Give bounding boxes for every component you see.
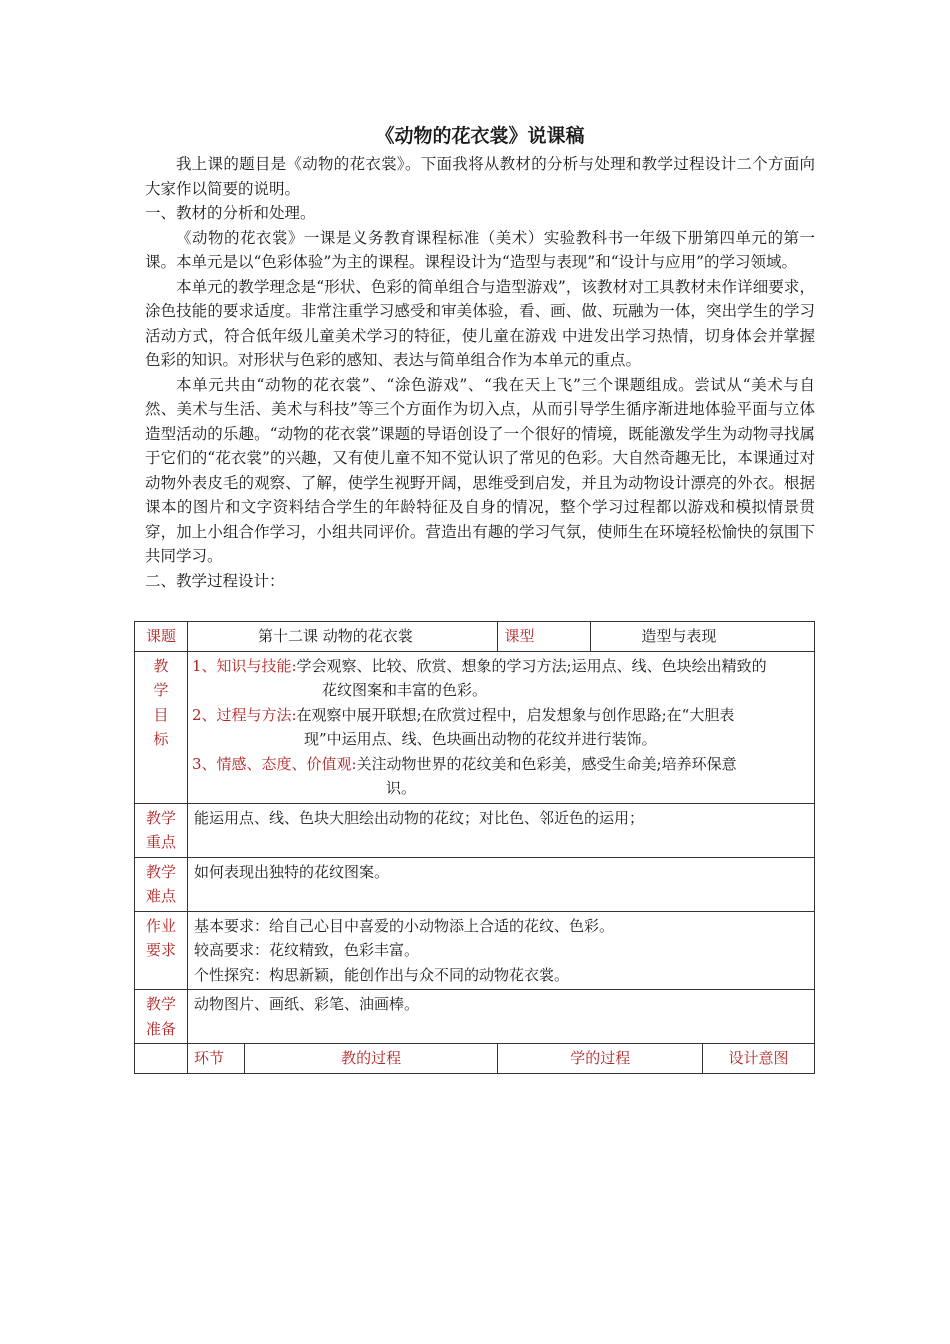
prep-text: 动物图片、画纸、彩笔、油画棒。 xyxy=(187,990,814,1044)
homework-line: 较高要求：花纹精致，色彩丰富。 xyxy=(193,941,419,959)
intro-paragraph: 我上课的题目是《动物的花衣裳》。下面我将从教材的分析与处理和教学过程设计二个方面向大家作以简要的说明。 xyxy=(145,155,815,198)
difficulty-label: 教学 难点 xyxy=(135,857,188,911)
table-row xyxy=(135,1044,815,1074)
document-title: 《动物的花衣裳》说课稿 xyxy=(375,125,585,147)
key-point-text: 能运用点、线、色块大胆绘出动物的花纹；对比色、邻近色的运用； xyxy=(187,803,814,857)
paragraph-1: 《动物的花衣裳》一课是义务教育课程标准（美术）实验教科书一年级下册第四单元的第一课。本单元是以“色彩体验”为主的课程。课程设计为“造型与表现”和“设计与应用”的学习领域。 xyxy=(145,228,815,271)
table-row xyxy=(135,911,815,990)
table-row xyxy=(135,651,815,803)
difficulty-text: 如何表现出独特的花纹图案。 xyxy=(187,857,814,911)
document-body xyxy=(145,122,815,593)
goals-label: 教 学 目 标 xyxy=(135,651,188,803)
goal-2-continuation: 现”中运用点、线、色块画出动物的花纹并进行装饰。 xyxy=(303,730,657,748)
paragraph-3: 本单元共由“动物的花衣裳”、“涂色游戏”、“我在天上飞”三个课题组成。尝试从“美术与自然、美术与生活、美术与科技”等三个方面作为切入点，从而引导学生循序渐进地体验平面与立体造型活动的乐趣。“动物的花衣裳”课题的导语创设了一个很好的情境，既能激发学生为动物寻找属于它们的“花衣裳”的兴趣，又有使儿童不知不觉认识了常见的色彩。大自然奇趣无比，本课通过对动物外表皮毛的观察、了解，使学生视野开阔，思维受到启发，并且为动物设计漂亮的外衣。根据课本的图片和文字资料结合学生的年龄特征及自身的情况，整个学习过程都以游戏和模拟情景贯穿，加上小组合作学习，小组共同评价。营造出有趣的学习气氛，使师生在环境轻松愉快的氛围下共同学习。 xyxy=(145,375,815,565)
table-row xyxy=(135,622,815,652)
table-row xyxy=(135,803,815,857)
topic-value: 第十二课 动物的花衣裳 xyxy=(187,622,498,652)
homework-label: 作业 要求 xyxy=(135,911,188,990)
goal-2: 2、过程与方法:在观察中展开联想;在欣赏过程中，启发想象与创作思路;在“大胆表 xyxy=(191,705,735,724)
goal-3-continuation: 识。 xyxy=(385,779,416,797)
lesson-type-label: 课型 xyxy=(498,622,591,652)
section-heading-2: 二、教学过程设计： xyxy=(145,571,285,590)
homework-content xyxy=(187,911,814,990)
empty-cell xyxy=(135,1044,188,1074)
table-row xyxy=(135,857,815,911)
homework-line: 基本要求：给自己心目中喜爱的小动物添上合适的花纹、色彩。 xyxy=(193,916,614,935)
header-teaching: 教的过程 xyxy=(244,1044,498,1074)
goal-1: 1、知识与技能:学会观察、比较、欣赏、想象的学习方法;运用点、线、色块绘出精致的 xyxy=(191,656,767,675)
key-point-label: 教学 重点 xyxy=(135,803,188,857)
homework-line: 个性探究：构思新颖，能创作出与众不同的动物花衣裳。 xyxy=(193,965,569,984)
table-row xyxy=(135,990,815,1044)
header-learning: 学的过程 xyxy=(498,1044,703,1074)
goal-1-continuation: 花纹图案和丰富的色彩。 xyxy=(321,681,487,699)
topic-label: 课题 xyxy=(135,622,188,652)
goal-3: 3、情感、态度、价值观:关注动物世界的花纹美和色彩美，感受生命美;培养环保意 xyxy=(191,754,737,773)
prep-label: 教学 准备 xyxy=(135,990,188,1044)
header-intent: 设计意图 xyxy=(703,1044,815,1074)
paragraph-2: 本单元的教学理念是“形状、色彩的简单组合与造型游戏”，该教材对工具教材未作详细要求，涂色技能的要求适度。非常注重学习感受和审美体验，看、画、做、玩融为一体，突出学生的学习活动方式，符合低年级儿童美术学习的特征，使儿童在游戏 中进发出学习热情，切身体会并掌握色彩的知识。对形状与色彩的感知、表达与简单组合作为本单元的重点。 xyxy=(145,277,815,369)
header-stage: 环节 xyxy=(187,1044,244,1074)
goals-content xyxy=(187,651,814,803)
lesson-plan-table xyxy=(134,621,815,1074)
lesson-type-value: 造型与表现 xyxy=(591,622,815,652)
section-heading-1: 一、教材的分析和处理。 xyxy=(145,204,316,222)
